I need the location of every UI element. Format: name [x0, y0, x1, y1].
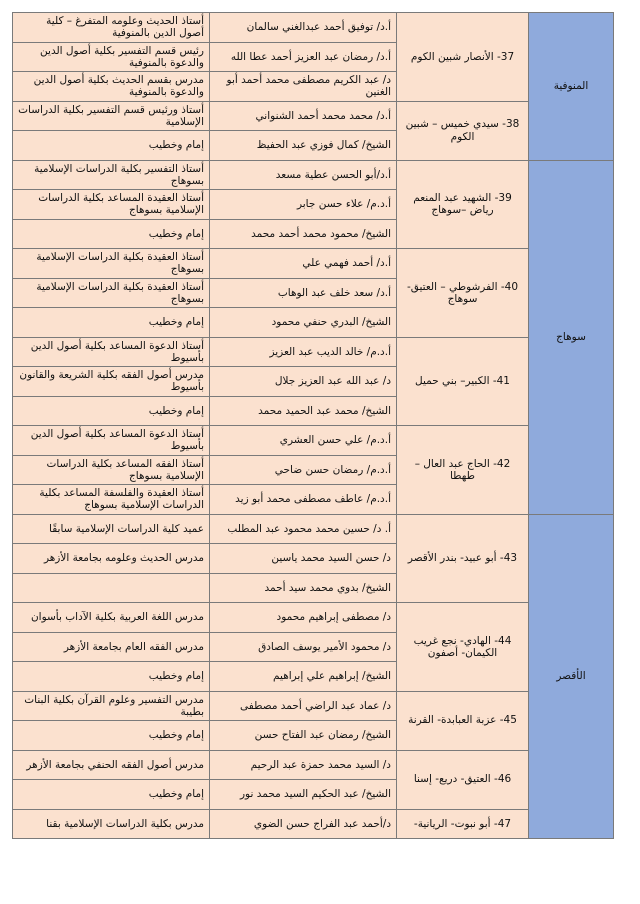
person-role-cell: إمام وخطيب	[13, 396, 210, 426]
person-name-cell: د/ مصطفى إبراهيم محمود	[210, 603, 397, 633]
mosque-cell: 46- العتيق- دريع- إسنا	[397, 750, 529, 809]
person-role-cell: أستاذ ورئيس قسم التفسير بكلية الدراسات الإسلامية	[13, 101, 210, 131]
person-role-cell: أستاذ الحديث وعلومه المتفرغ – كلية أصول الدين بالمنوفية	[13, 13, 210, 43]
governorate-cell: الأقصر	[529, 514, 614, 839]
person-name-cell: أ.د/ سعد خلف عبد الوهاب	[210, 278, 397, 308]
person-role-cell: أستاذ العقيدة المساعد بكلية الدراسات الإسلامية بسوهاج	[13, 190, 210, 220]
person-role-cell: أستاذ العقيدة والفلسفة المساعد بكلية الدراسات الإسلامية بسوهاج	[13, 485, 210, 515]
person-name-cell: أ.د/أبو الحسن عطية مسعد	[210, 160, 397, 190]
mosque-cell: 45- عزبة العبابدة- القرنة	[397, 691, 529, 750]
person-name-cell: د/أحمد عبد الفراج حسن الضوي	[210, 809, 397, 839]
person-name-cell: د/ عبد الله عبد العزيز جلال	[210, 367, 397, 397]
person-name-cell: أ.د.م/ علي حسن العشري	[210, 426, 397, 456]
person-role-cell: عميد كلية الدراسات الإسلامية سابقًا	[13, 514, 210, 544]
person-name-cell: د/ حسن السيد محمد ياسين	[210, 544, 397, 574]
mosque-cell: 43- أبو عبيد- بندر الأقصر	[397, 514, 529, 603]
person-name-cell: أ.د.م/ عاطف مصطفى محمد أبو زيد	[210, 485, 397, 515]
person-name-cell: أ.د.م/ خالد الديب عبد العزيز	[210, 337, 397, 367]
person-role-cell: أستاذ الدعوة المساعد بكلية أصول الدين بأسيوط	[13, 426, 210, 456]
table-row	[13, 603, 614, 633]
person-name-cell: د/ عبد الكريم مصطفى محمد أحمد أبو الغنين	[210, 72, 397, 102]
mosque-cell: 40- الفرشوطي – العتيق- سوهاج	[397, 249, 529, 338]
person-role-cell: إمام وخطيب	[13, 131, 210, 161]
person-name-cell: أ.د.م/ رمضان حسن ضاحي	[210, 455, 397, 485]
scholars-table	[12, 12, 614, 839]
person-role-cell: مدرس التفسير وعلوم القرآن بكلية البنات بطيبة	[13, 691, 210, 721]
person-role-cell: مدرس أصول الفقه الحنفي بجامعة الأزهر	[13, 750, 210, 780]
person-name-cell: الشيخ/ بدوي محمد سيد أحمد	[210, 573, 397, 603]
table-row	[13, 809, 614, 839]
table-row	[13, 514, 614, 544]
mosque-cell: 44- الهادي- نجع غريب الكيمان- أصفون	[397, 603, 529, 692]
table-row	[13, 160, 614, 190]
mosque-cell: 39- الشهيد عبد المنعم رياض –سوهاج	[397, 160, 529, 249]
person-name-cell: أ. د/ حسين محمد محمود عبد المطلب	[210, 514, 397, 544]
person-name-cell: أ.د/ محمد محمد أحمد الشنواني	[210, 101, 397, 131]
mosque-cell: 41- الكبير– بني حميل	[397, 337, 529, 426]
person-role-cell: إمام وخطيب	[13, 308, 210, 338]
person-name-cell: د/ محمود الأمير يوسف الصادق	[210, 632, 397, 662]
person-role-cell: إمام وخطيب	[13, 662, 210, 692]
person-role-cell: أستاذ العقيدة بكلية الدراسات الإسلامية بسوهاج	[13, 278, 210, 308]
person-name-cell: الشيخ/ عبد الحكيم السيد محمد نور	[210, 780, 397, 810]
person-name-cell: أ.د/ رمضان عبد العزيز أحمد عطا الله	[210, 42, 397, 72]
person-role-cell: مدرس بكلية الدراسات الإسلامية بقنا	[13, 809, 210, 839]
table-row	[13, 426, 614, 456]
table-row	[13, 249, 614, 279]
person-role-cell: مدرس اللغة العربية بكلية الآداب بأسوان	[13, 603, 210, 633]
person-name-cell: أ.د/ أحمد فهمي علي	[210, 249, 397, 279]
mosque-cell: 38- سيدي خميس – شبين الكوم	[397, 101, 529, 160]
person-name-cell: الشيخ/ كمال فوزي عبد الحفيظ	[210, 131, 397, 161]
person-role-cell: أستاذ الدعوة المساعد بكلية أصول الدين بأسيوط	[13, 337, 210, 367]
person-role-cell: رئيس قسم التفسير بكلية أصول الدين والدعوة بالمنوفية	[13, 42, 210, 72]
person-role-cell: إمام وخطيب	[13, 219, 210, 249]
person-role-cell: إمام وخطيب	[13, 721, 210, 751]
person-name-cell: أ.د/ توفيق أحمد عبدالغني سالمان	[210, 13, 397, 43]
person-role-cell	[13, 573, 210, 603]
person-role-cell: مدرس أصول الفقه بكلية الشريعة والقانون بأسيوط	[13, 367, 210, 397]
person-name-cell: الشيخ/ محمد عبد الحميد محمد	[210, 396, 397, 426]
person-name-cell: الشيخ/ محمود محمد أحمد محمد	[210, 219, 397, 249]
mosque-cell: 42- الحاج عبد العال – طهطا	[397, 426, 529, 515]
person-role-cell: أستاذ التفسير بكلية الدراسات الإسلامية بسوهاج	[13, 160, 210, 190]
table-row	[13, 13, 614, 43]
person-name-cell: الشيخ/ إبراهيم علي إبراهيم	[210, 662, 397, 692]
person-name-cell: أ.د.م/ علاء حسن جابر	[210, 190, 397, 220]
table-row	[13, 750, 614, 780]
table-row	[13, 101, 614, 131]
mosque-cell: 37- الأنصار شبين الكوم	[397, 13, 529, 102]
table-row	[13, 691, 614, 721]
person-name-cell: الشيخ/ رمضان عبد الفتاح حسن	[210, 721, 397, 751]
person-role-cell: أستاذ العقيدة بكلية الدراسات الإسلامية بسوهاج	[13, 249, 210, 279]
person-role-cell: مدرس الفقه العام بجامعة الأزهر	[13, 632, 210, 662]
person-name-cell: الشيخ/ البدري حنفي محمود	[210, 308, 397, 338]
governorate-cell: المنوفية	[529, 13, 614, 161]
person-role-cell: مدرس بقسم الحديث بكلية أصول الدين والدعوة بالمنوفية	[13, 72, 210, 102]
person-name-cell: د/ عماد عبد الراضي أحمد مصطفى	[210, 691, 397, 721]
governorate-cell: سوهاج	[529, 160, 614, 514]
person-name-cell: د/ السيد محمد حمزة عبد الرحيم	[210, 750, 397, 780]
person-role-cell: مدرس الحديث وعلومه بجامعة الأزهر	[13, 544, 210, 574]
person-role-cell: إمام وخطيب	[13, 780, 210, 810]
mosque-cell: 47- أبو نبوت- الريانية-	[397, 809, 529, 839]
person-role-cell: أستاذ الفقه المساعد بكلية الدراسات الإسلامية بسوهاج	[13, 455, 210, 485]
table-row	[13, 337, 614, 367]
